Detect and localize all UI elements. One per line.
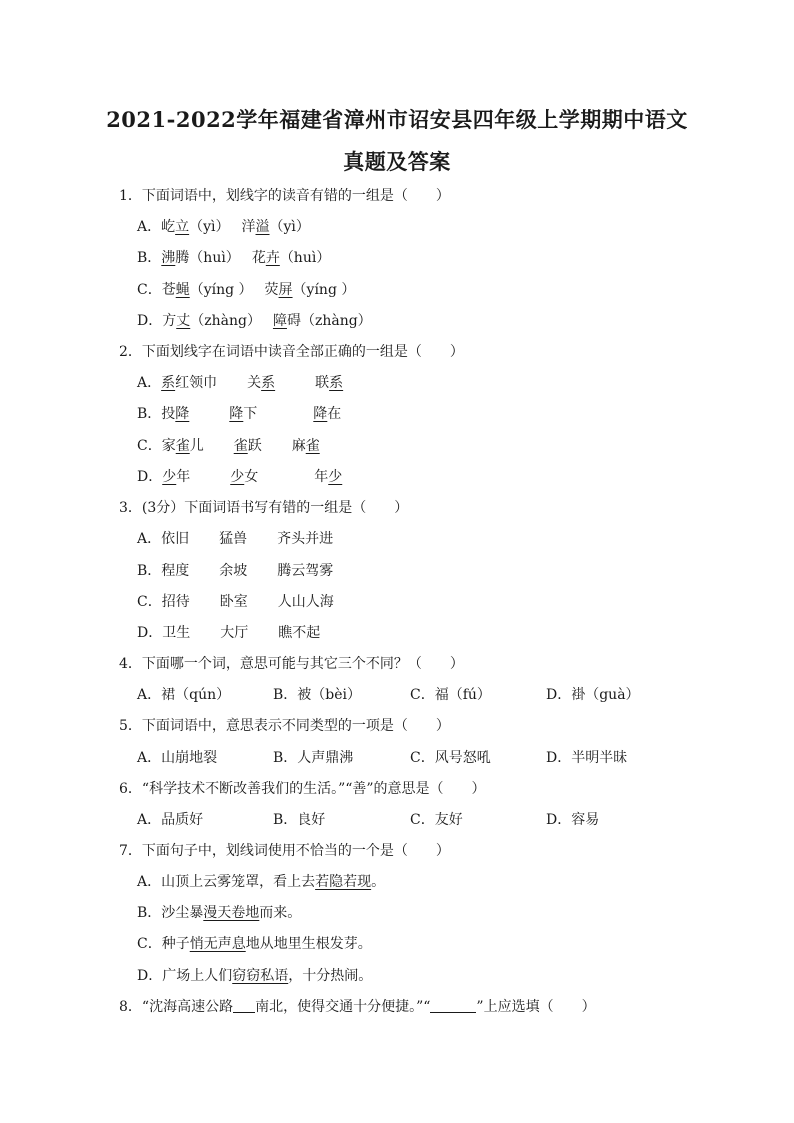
question-2-stem: 2．下面划线字在词语中读音全部正确的一组是（ ）: [119, 344, 464, 360]
question-2-option-a: A．系红领巾 关系 联系: [137, 375, 344, 391]
page-subtitle: 真题及答案: [343, 149, 451, 174]
question-2-option-d: D．少年 少女 年少: [137, 469, 343, 485]
question-6-stem: 6．“科学技术不断改善我们的生活。”“善”的意思是（ ）: [119, 781, 486, 797]
question-1-stem: 1．下面词语中，划线字的读音有错的一组是（ ）: [119, 188, 450, 204]
question-1-option-c: C．苍蝇（yíng ） 荧屏（yíng ）: [137, 282, 356, 298]
question-7-option-d: D．广场上人们窃窃私语，十分热闹。: [137, 968, 373, 984]
answer-blank: [430, 998, 476, 1013]
page-title: 2021-2022学年福建省漳州市诏安县四年级上学期期中语文: [106, 107, 688, 132]
question-3-option-b: B．程度 余坡 腾云驾雾: [137, 563, 334, 579]
question-8-stem: 8．“沈海高速公路 南北，使得交通十分便捷。”“ ”上应选填（ ）: [119, 999, 596, 1015]
question-6-option-b: B．良好: [273, 812, 326, 828]
question-3-stem: 3．(3分）下面词语书写有错的一组是（ ）: [119, 500, 409, 516]
question-3-option-a: A．依旧 猛兽 齐头并进: [137, 531, 334, 547]
question-7-option-b: B．沙尘暴漫天卷地而来。: [137, 905, 302, 921]
question-2-option-c: C．家雀儿 雀跃 麻雀: [137, 438, 320, 454]
question-7-option-c: C．种子悄无声息地从地里生根发芽。: [137, 936, 372, 952]
question-4-stem: 4．下面哪一个词，意思可能与其它三个不同？（ ）: [119, 656, 464, 672]
question-6-option-c: C．友好: [410, 812, 463, 828]
question-2-option-b: B．投降 降下 降在: [137, 406, 342, 422]
question-1-option-d: D．方丈（zhàng） 障碍（zhàng）: [137, 313, 372, 329]
question-4-option-c: C．福（fú）: [410, 687, 491, 703]
question-4-option-d: D．褂（guà）: [546, 687, 640, 703]
question-1-option-a: A．屹立（yì） 洋溢（yì）: [137, 219, 310, 235]
question-6-option-a: A．品质好: [137, 812, 204, 828]
question-5-option-b: B．人声鼎沸: [273, 750, 354, 766]
question-4-option-a: A．裙（qún）: [137, 687, 231, 703]
question-3-option-c: C．招待 卧室 人山人海: [137, 594, 334, 610]
question-7-option-a: A．山顶上云雾笼罩，看上去若隐若现。: [137, 874, 386, 890]
answer-blank: [233, 998, 255, 1013]
question-4-option-b: B．被（bèi）: [273, 687, 362, 703]
question-1-option-b: B．沸腾（huì） 花卉（huì）: [137, 250, 331, 266]
question-5-option-c: C．风号怒吼: [410, 750, 491, 766]
question-5-option-a: A．山崩地裂: [137, 750, 218, 766]
question-7-stem: 7．下面句子中，划线词使用不恰当的一个是（ ）: [119, 843, 450, 859]
question-6-option-d: D．容易: [546, 812, 600, 828]
question-5-stem: 5．下面词语中，意思表示不同类型的一项是（ ）: [119, 718, 450, 734]
question-5-option-d: D．半明半昧: [546, 750, 628, 766]
question-3-option-d: D．卫生 大厅 瞧不起: [137, 625, 321, 641]
